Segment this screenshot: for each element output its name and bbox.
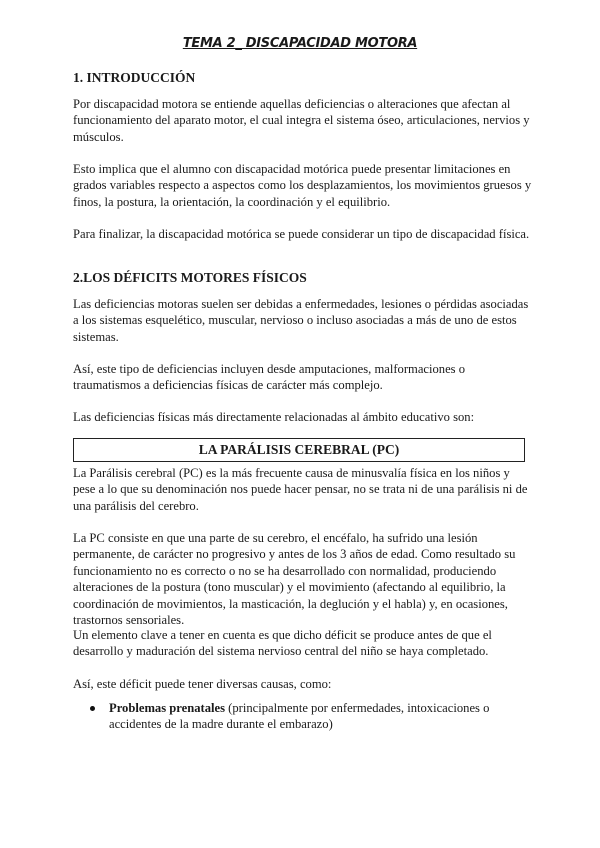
paragraph: Las deficiencias motoras suelen ser debidas a enfermedades, lesiones o pérdidas asociadas a los sistemas esquelético, muscular, nervioso o incluso asociadas a más de uno de estos sistemas. (73, 297, 529, 344)
boxed-heading-paralisis-cerebral: LA PARÁLISIS CEREBRAL (PC) (73, 438, 525, 462)
paragraph: Para finalizar, la discapacidad motórica se puede considerar un tipo de discapacidad física. (73, 227, 530, 241)
document-title: TEMA 2_ DISCAPACIDAD MOTORA (182, 36, 418, 51)
list-item-label: Problemas prenatales (109, 701, 226, 715)
paragraph: La PC consiste en que una parte de su cerebro, el encéfalo, ha sufrido una lesión permanente, de carácter no progresivo y antes de los 3 años de edad. Como resultado su funcionamiento no es correcto o no se ha desarrollado con normalidad, produciendo alteraciones de la postura (tono muscular) y el movimiento (afectando al equilibrio, la coordinación de movimientos, la masticación, la deglución y el habla) y, en ocasiones, trastornos sensoriales. (73, 531, 516, 628)
section-heading-introduccion: 1. INTRODUCCIÓN (73, 70, 196, 85)
paragraph: Esto implica que el alumno con discapacidad motórica puede presentar limitaciones en grados variables respecto a aspectos como los desplazamientos, los movimientos gruesos y finos, la postura, la orientación, la coordinación y el equilibrio. (73, 162, 532, 209)
bullet-list (90, 700, 530, 733)
paragraph: Así, este déficit puede tener diversas causas, como: (73, 677, 332, 691)
list-item (90, 700, 530, 733)
paragraph: La Parálisis cerebral (PC) es la más frecuente causa de minusvalía física en los niños y pese a lo que su denominación nos puede hacer pensar, no se trata ni de una parálisis ni de una parálisis del cerebro. (73, 466, 528, 513)
paragraph: Por discapacidad motora se entiende aquellas deficiencias o alteraciones que afectan al funcionamiento del aparato motor, el cual integra el sistema óseo, articulaciones, nervios y músculos. (73, 97, 530, 144)
section-heading-deficits: 2.LOS DÉFICITS MOTORES FÍSICOS (73, 270, 307, 285)
paragraph: Así, este tipo de deficiencias incluyen desde amputaciones, malformaciones o traumatismos a deficiencias físicas de carácter más complejo. (73, 362, 466, 393)
paragraph: Un elemento clave a tener en cuenta es que dicho déficit se produce antes de que el desarrollo y maduración del sistema nervioso central del niño se haya completado. (73, 628, 492, 659)
list-item-text: (principalmente por enfermedades, intoxicaciones o accidentes de la madre durante el embarazo) (109, 701, 490, 732)
paragraph: Las deficiencias físicas más directamente relacionadas al ámbito educativo son: (73, 410, 475, 424)
bullet-icon (90, 706, 95, 711)
